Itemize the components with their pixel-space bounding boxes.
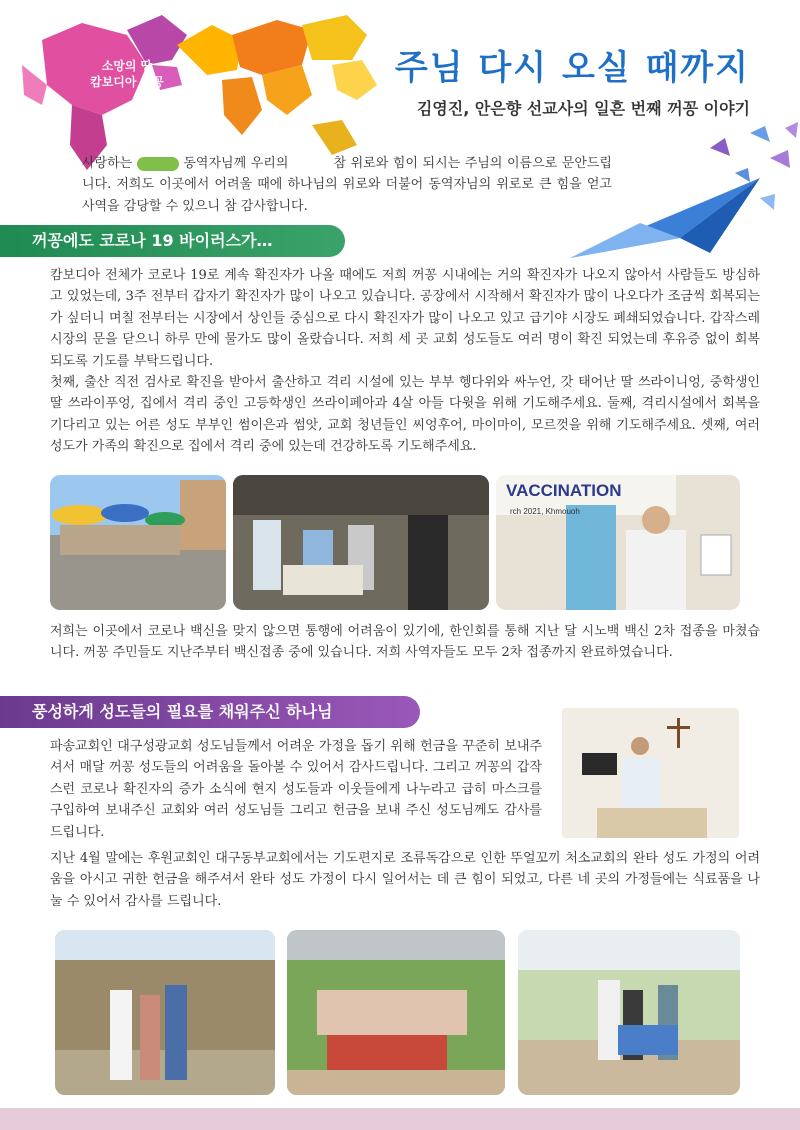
- greeting-paragraph: [82, 153, 612, 217]
- section2-body1: 파송교회인 대구성광교회 성도님들께서 어려운 가정을 돕기 위해 헌금을 꾸준히 보내주셔서 매달 꺼꽁 성도들의 어려움을 돌아볼 수 있어서 감사드립니다. 그리고 꺼꽁의 갑작스런 코로나 확진자의 증가 소식에 현지 성도들과 이웃들에게 나누라고 급히 마스크를 구입하여 보내주신 교회와 여러 성도님들 그리고 헌금을 보내 주신 성도님께도 감사를 드립니다.: [50, 739, 542, 840]
- vaccine-paragraph: 저희는 이곳에서 코로나 백신을 맞지 않으면 통행에 어려움이 있기에, 한인회를 통해 지난 달 시노백 백신 2차 접종을 마쳤습니다. 꺼꽁 주민들도 지난주부터 백신접종 중에 있습니다. 저희 사역자들도 모두 2차 접종까지 완료하였습니다.: [50, 624, 760, 661]
- greeting-part2: 동역자님께 우리의: [183, 156, 289, 171]
- vaccination-date: rch 2021, Khmouoh: [510, 507, 580, 516]
- page-subtitle: 김영진, 안은향 선교사의 일흔 번째 꺼꽁 이야기: [416, 99, 750, 118]
- heart-graphic: [137, 157, 179, 171]
- section1-heading: 꺼꽁에도 코로나 19 바이러스가…: [0, 225, 345, 257]
- village-visit-photo: [518, 930, 740, 1095]
- greeting-part3: 참 위로와 힘이 되시는 주님의 이름으로 문안드립니다. 저희도 이곳에서 어려울 때에 하나님의 위로와 더불어 동역자님의 위로로 큰 힘을 얻고 사역을 감당할 수 있으니 참 감사합니다.: [82, 156, 612, 214]
- market-photo: [50, 475, 226, 610]
- section1-paragraph: 캄보디아 전체가 코로나 19로 계속 확진자가 나올 때에도 저희 꺼꽁 시내에는 거의 확진자가 나오지 않아서 사람들도 방심하고 있었는데, 3주 전부터 갑자기 확진자가 많이 나오고 있습니다. 공장에서 시작해서 확진자가 많이 나오다가 조금씩 회복되는가 싶더니 며칠 전부터는 시장에서 상인들 중심으로 다시 확진자가 많이 나오고 있고 급기야 시장도 폐쇄되었습니다. 갑작스레 시장의 문을 닫으니 하루 만에 물가도 많이 올랐습니다. 저희 세 곳 교회 성도들도 여러 명이 확진 되었는데 후유증 없이 회복되도록 기도를 부탁드립니다.: [50, 268, 760, 369]
- map-label: [72, 58, 182, 90]
- map-label-line1: 소망의 땅: [101, 59, 153, 73]
- footer-bar: [0, 1108, 800, 1130]
- section2-body2: 지난 4월 말에는 후원교회인 대구동부교회에서는 기도편지로 조류독감으로 인한 뚜얼꼬끼 처소교회의 완타 성도 가정의 어려움을 아시고 귀한 헌금을 해주셔서 완타 성도 가정이 다시 일어서는 데 큰 힘이 되었고, 다른 네 곳의 가정들에는 식료품을 나눌 수 있어서 감사를 드립니다.: [50, 851, 760, 909]
- vaccination-photo: [496, 475, 740, 610]
- section1-body: [50, 265, 760, 458]
- family-photo: [55, 930, 275, 1095]
- mask-donation-photo: [562, 708, 739, 838]
- food-sharing-photo: [287, 930, 505, 1095]
- testing-site-photo: [233, 475, 489, 610]
- section1-prayer: 첫째, 출산 직전 검사로 확진을 받아서 출산하고 격리 시설에 있는 부부 헹다위와 싸누언, 갓 태어난 딸 쓰라이니엉, 중학생인 딸 쓰라이푸엉, 집에서 격리 중인 고등학생인 쓰라이페아과 4살 아들 다윗을 위해 기도해주세요. 둘째, 격리시설에서 회복을 기다리고 있는 어른 성도 부부인 썸이은과 썸앗, 교회 청년들인 씨엉후어, 마이마이, 모르껏을 위해 기도해주세요. 셋째, 여러 성도가 가족의 확진으로 집에서 격리 중에 있는데 건강하도록 기도해주세요.: [50, 375, 760, 455]
- section2-heading: 풍성하게 성도들의 필요를 채워주신 하나님: [0, 696, 420, 728]
- vaccination-banner: VACCINATION: [506, 481, 622, 500]
- greeting-part1: 사랑하는: [82, 156, 133, 171]
- page-title: 주님 다시 오실 때까지: [394, 48, 750, 88]
- map-label-line2: 캄보디아 꺼꽁: [90, 75, 164, 89]
